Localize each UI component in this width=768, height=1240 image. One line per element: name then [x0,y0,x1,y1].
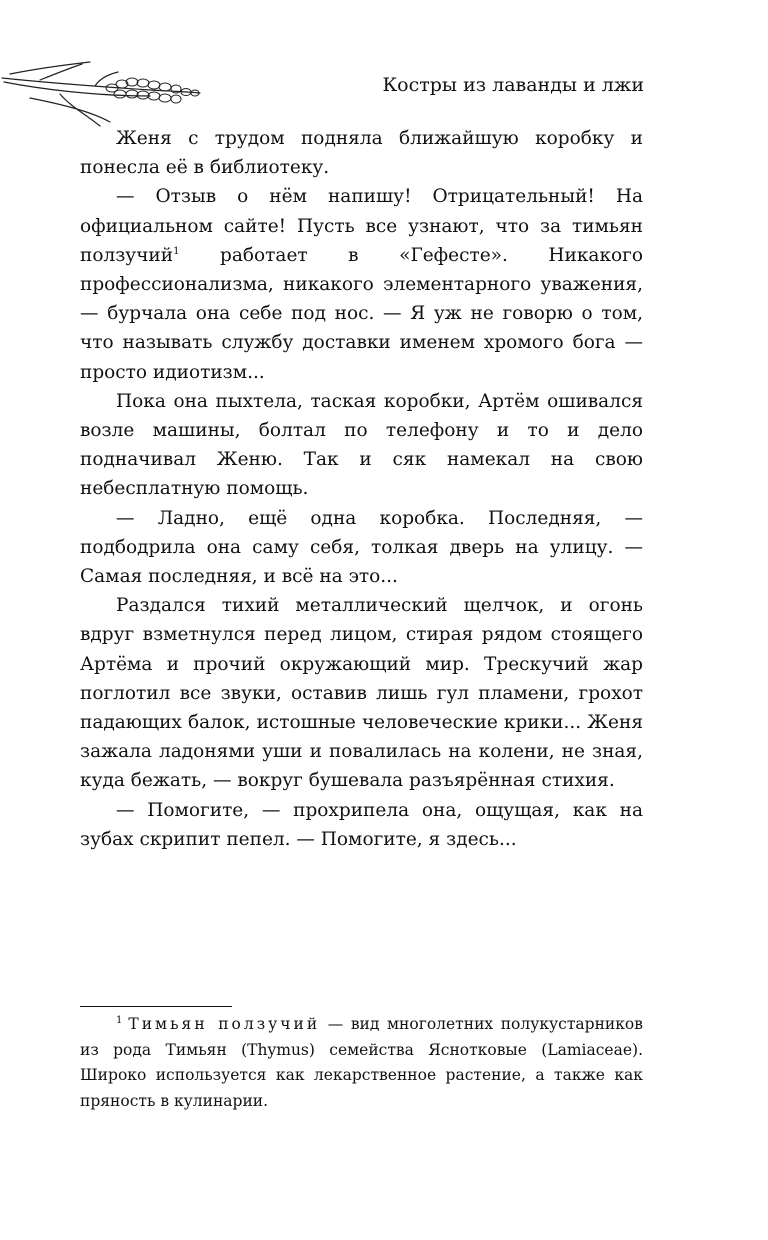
paragraph: — Ладно, ещё одна коробка. Последняя, — подбодрила она саму себя, толкая дверь на улицу. — Самая последняя, и всё на это... [80,507,643,588]
footnote [80,1012,643,1114]
paragraph: Пока она пыхтела, таская коробки, Артём ошивался возле машины, болтал по телефону и то и дело подначивал Женю. Так и сяк намекал на свою небесплатную помощь. [80,390,643,500]
main-text [80,124,643,854]
paragraph: Раздался тихий металлический щелчок, и огонь вдруг взметнулся перед лицом, стирая рядом стоящего Артёма и прочий окружающий мир. Трескучий жар поглотил все звуки, оставив лишь гул пламени, грохот падающих балок, истошные человеческие крики... Женя зажала ладонями уши и повалилась на колени, не зная, куда бежать, — вокруг бушевала разъярённая стихия. [80,595,643,792]
footnote-text: — вид многолетних полукустарников из рода Тимьян (Thymus) семейства Яснотковые (Lamiaceae). Широко используется как лекарственное растение, а также как пряность в кулинарии. [80,1015,643,1110]
footnote-marker: 1 [116,1014,123,1026]
paragraph: — Помогите, — прохрипела она, ощущая, как на зубах скрипит пепел. — Помогите, я здесь... [80,799,643,850]
paragraph: Женя с трудом подняла ближайшую коробку и понесла её в библиотеку. [80,128,643,179]
footnote-divider [80,1006,232,1007]
paragraph: — Отзыв о нём напишу! Отрицательный! На официальном сайте! Пусть все узнают, что за тимьян ползучий$^1$ работает в «Гефесте». Никакого профессионализма, никакого элементарного уважения, — бурчала она себе под нос. — Я уж не говорю о том, что называть службу доставки именем хромого бога — просто идиотизм... [80,186,643,383]
lavender-sprig-icon [0,56,205,128]
running-head-title: Костры из лаванды и лжи [382,74,644,96]
footnote-term: Тимьян ползучий [128,1015,321,1033]
footnote-reference[interactable]: 1 [173,245,180,257]
